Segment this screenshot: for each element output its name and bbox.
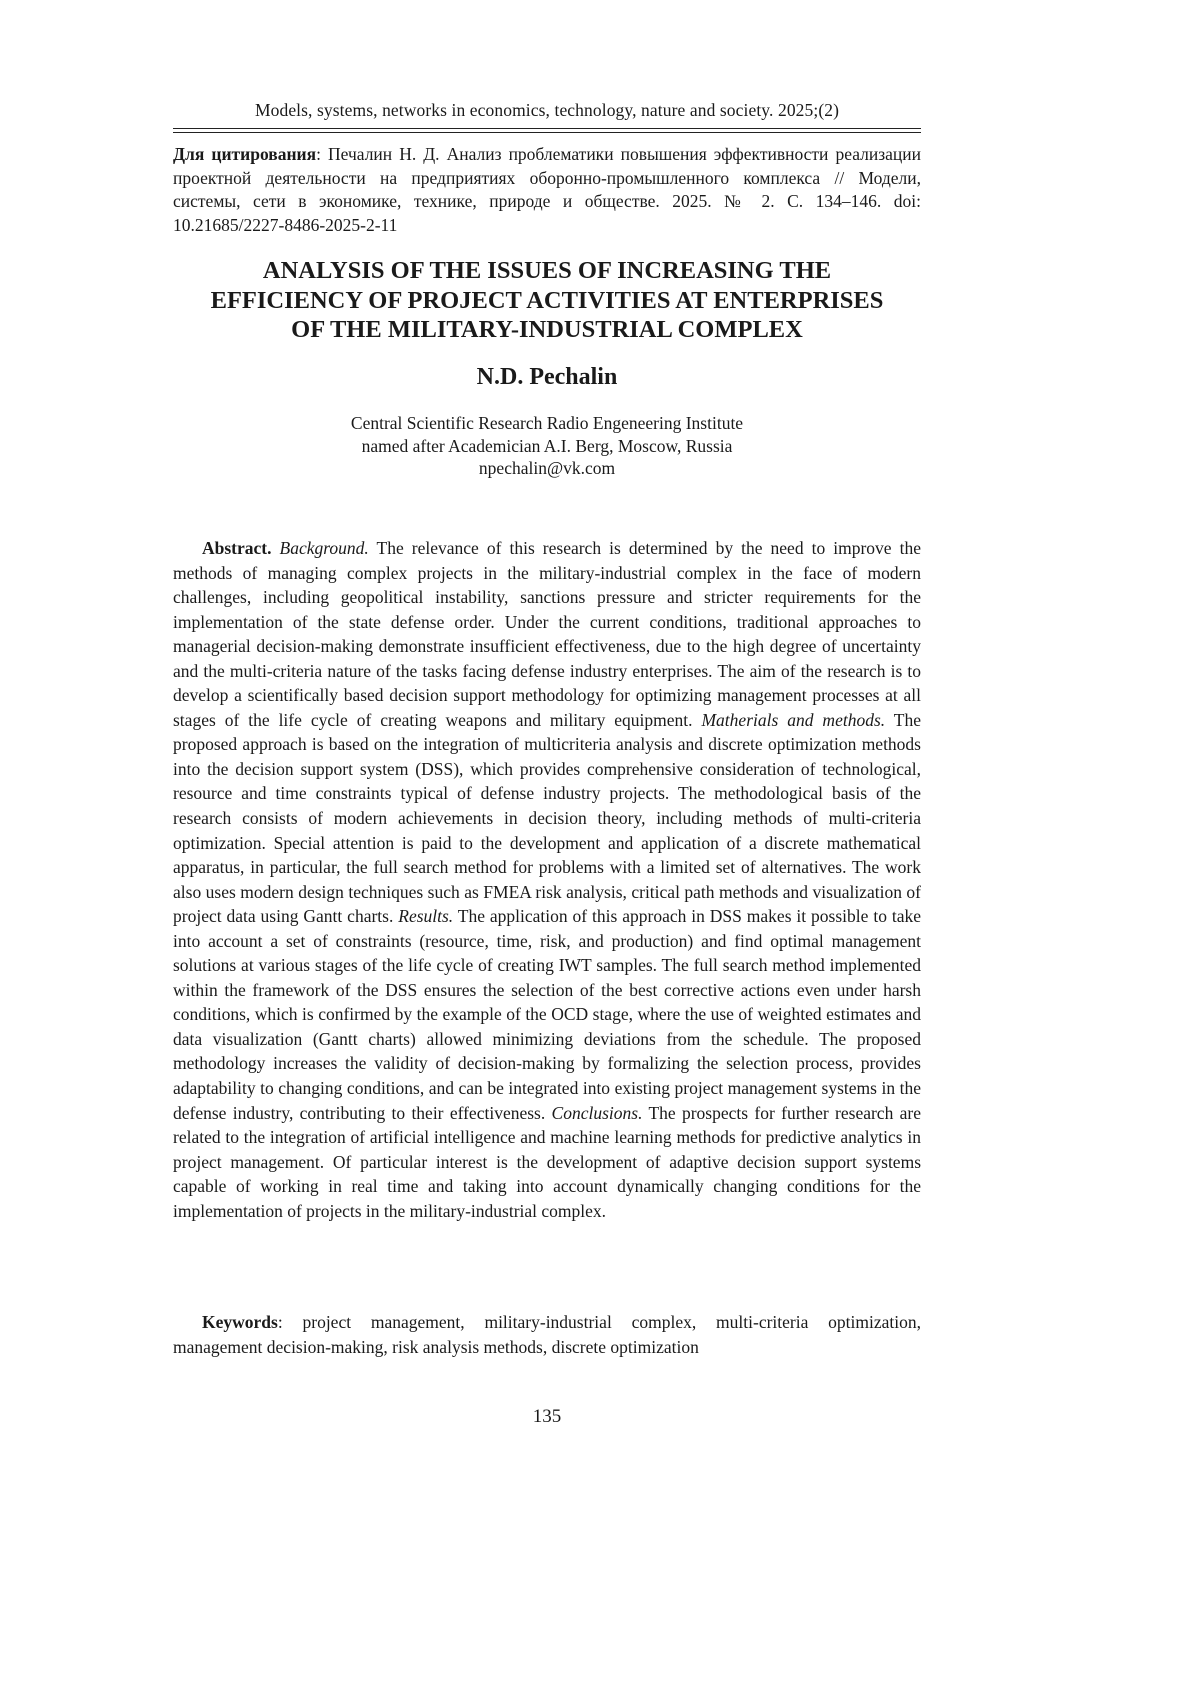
methods-label: Matherials and methods. bbox=[701, 709, 886, 730]
header-rule bbox=[173, 128, 921, 129]
affiliation-line: Central Scientific Research Radio Engeneering Institute bbox=[350, 413, 744, 433]
abstract-paragraph bbox=[173, 536, 921, 1223]
title-line: EFFICIENCY OF PROJECT ACTIVITIES AT ENTERPRISES bbox=[210, 286, 884, 314]
results-text: The application of this approach in DSS makes it possible to take into account a set of constraints (resource, time, risk, and production) and find optimal management solutions at various stages of the life cycle of creating IWT samples. The full search method implemented within the framework of the DSS ensures the selection of the best corrective actions even under harsh conditions, which is confirmed by the example of the OCD stage, where the use of weighted estimates and data visualization (Gantt charts) allowed minimizing deviations from the schedule. The proposed methodology increases the validity of decision-making by formalizing the selection process, provides adaptability to changing conditions, and can be integrated into existing project management systems in the defense industry, contributing to their effectiveness. bbox=[173, 906, 921, 1123]
results-label: Results. bbox=[398, 906, 454, 927]
affiliation-block bbox=[173, 412, 921, 480]
keywords-label: Keywords bbox=[202, 1312, 278, 1332]
citation-text: : Печалин Н. Д. Анализ проблематики повышения эффективности реализации проектной деятельности на предприятиях оборонно-промышленного комплекса // Модели, системы, сети в экономике, технике, природе и обществе. 2025. № 2. С. 134–146. doi: 10.21685/2227-8486-2025-2-11 bbox=[173, 144, 921, 235]
page-number: 135 bbox=[532, 1406, 562, 1427]
background-label: Background. bbox=[279, 538, 369, 558]
background-text: The relevance of this research is determined by the need to improve the methods of managing complex projects in the military-industrial complex in the face of modern challenges, including geopolitical instability, sanctions pressure and stricter requirements for the implementation of the state defense order. Under the current conditions, traditional approaches to managerial decision-making demonstrate insufficient effectiveness, due to the high degree of uncertainty and the multi-criteria nature of the tasks facing defense industry enterprises. The aim of the research is to develop a scientifically based decision support methodology for optimizing management processes at all stages of the life cycle of creating weapons and military equipment. bbox=[173, 538, 921, 730]
citation-lead: Для цитирования bbox=[173, 144, 317, 164]
methods-text: The proposed approach is based on the integration of multicriteria analysis and discrete optimization methods into the decision support system (DSS), which provides comprehensive consideration of technological, resource and time constraints typical of defense industry projects. The methodological basis of the research consists of modern achievements in decision theory, including methods of multi-criteria optimization. Special attention is paid to the development and application of a discrete mathematical apparatus, in particular, the full search method for problems with a limited set of alternatives. The work also uses modern design techniques such as FMEA risk analysis, critical path methods and visualization of project data using Gantt charts. bbox=[173, 709, 921, 927]
title-line: ANALYSIS OF THE ISSUES OF INCREASING THE bbox=[262, 257, 832, 284]
header-rule-thin bbox=[173, 132, 921, 133]
article-title bbox=[173, 256, 921, 345]
author-name: N.D. Pechalin bbox=[476, 364, 618, 390]
title-line: OF THE MILITARY-INDUSTRIAL COMPLEX bbox=[291, 316, 803, 343]
keywords-paragraph bbox=[173, 1310, 921, 1359]
author-email[interactable]: npechalin@vk.com bbox=[478, 458, 616, 478]
citation-block bbox=[173, 143, 921, 237]
keywords-text: : project management, military-industrial complex, multi-criteria optimization, management decision-making, risk analysis methods, discrete optimization bbox=[173, 1312, 921, 1357]
conclusions-text: The prospects for further research are related to the integration of artificial intelligence and machine learning methods for predictive analytics in project management. Of particular interest is the development of adaptive decision support systems capable of working in real time and taking into account dynamically changing conditions for the implementation of projects in the military-industrial complex. bbox=[173, 1102, 921, 1221]
conclusions-label: Conclusions. bbox=[551, 1102, 643, 1123]
running-header: Models, systems, networks in economics, technology, nature and society. 2025;(2) bbox=[254, 100, 840, 120]
affiliation-line: named after Academician A.I. Berg, Moscow, Russia bbox=[361, 435, 733, 456]
abstract-label: Abstract. bbox=[202, 538, 272, 558]
